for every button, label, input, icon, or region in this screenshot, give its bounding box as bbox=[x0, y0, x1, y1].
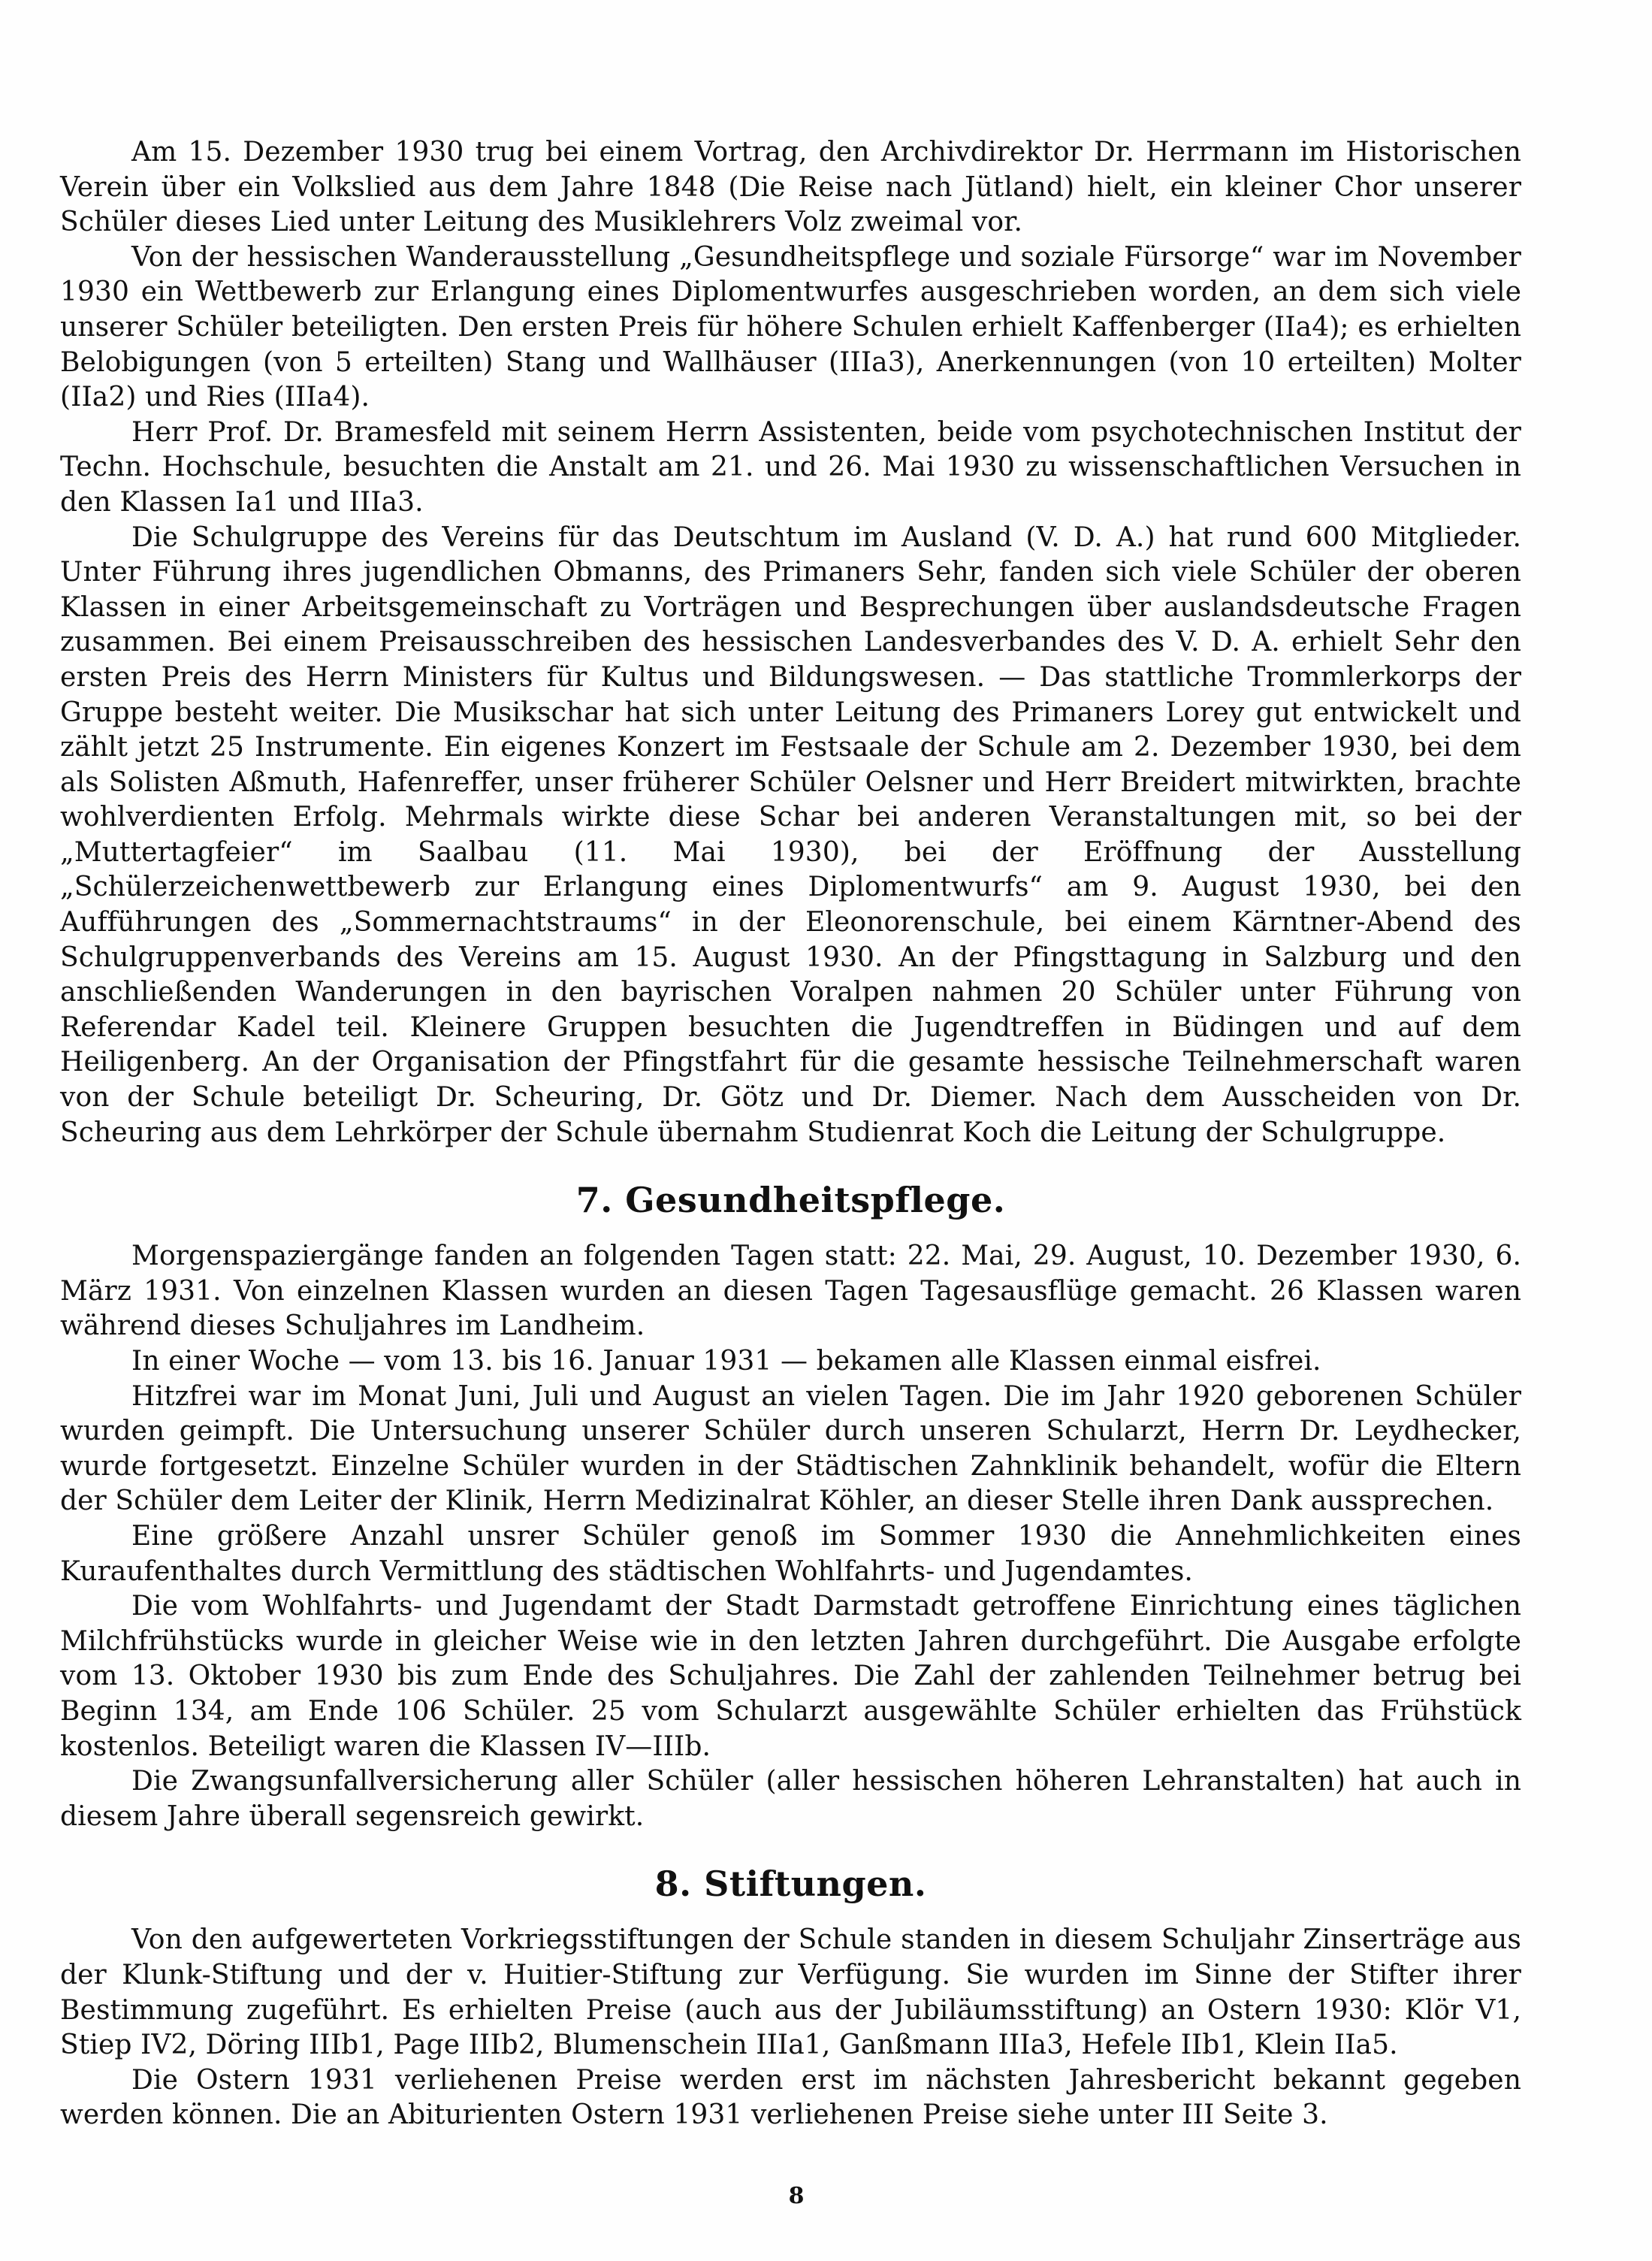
paragraph-heat-holiday-vaccination: Hitzfrei war im Monat Juni, Juli und August an vielen Tagen. Die im Jahr 1920 geborenen Schüler wurden geimpft. Die Untersuchung unserer Schüler durch unseren Schularzt, Herrn Dr. Leydhecker, wurde fortgesetzt. Einzelne Schüler wurden in der Städtischen Zahnklinik behandelt, wofür die Eltern der Schüler dem Leiter der Klinik, Herrn Medizinalrat Köhler, an dieser Stelle ihren Dank aussprechen. bbox=[60, 1380, 1521, 1517]
page-number: 8 bbox=[788, 2183, 805, 2209]
paragraph-milk-breakfast: Die vom Wohlfahrts- und Jugendamt der Stadt Darmstadt getroffene Einrichtung eines täglichen Milchfrühstücks wurde in gleicher Weise wie in den letzten Jahren durchgeführt. Die Ausgabe erfolgte vom 13. Oktober 1930 bis zum Ende des Schuljahres. Die Zahl der zahlenden Teilnehmer betrug bei Beginn 134, am Ende 106 Schüler. 25 vom Schularzt ausgewählte Schüler erhielten das Frühstück kostenlos. Beteiligt waren die Klassen IV—IIIb. bbox=[60, 1591, 1521, 1762]
paragraph-morning-walks: Morgenspaziergänge fanden an folgenden Tagen statt: 22. Mai, 29. August, 10. Dezember 1930, 6. März 1931. Von einzelnen Klassen wurden an diesen Tagen Tagesausflüge gemacht. 26 Klassen waren während dieses Schuljahres im Landheim. bbox=[60, 1241, 1521, 1342]
page-content bbox=[60, 135, 1521, 2133]
paragraph-spa-stay: Eine größere Anzahl unsrer Schüler genoß im Sommer 1930 die Annehmlichkeiten eines Kuraufenthaltes durch Vermittlung des städtischen Wohlfahrts- und Jugendamtes. bbox=[60, 1520, 1521, 1587]
paragraph-ice-holiday: In einer Woche — vom 13. bis 16. Januar 1931 — bekamen alle Klassen einmal eisfrei. bbox=[131, 1346, 1321, 1377]
paragraph-historical-society-choir: Am 15. Dezember 1930 trug bei einem Vortrag, den Archivdirektor Dr. Herrmann im Historischen Verein über ein Volkslied aus dem Jahre 1848 (Die Reise nach Jütland) hielt, ein kleiner Chor unserer Schüler dieses Lied unter Leitung des Musiklehrers Volz zweimal vor. bbox=[60, 137, 1521, 238]
paragraph-diploma-competition: Von der hessischen Wanderausstellung „Gesundheitspflege und soziale Fürsorge“ war im November 1930 ein Wettbewerb zur Erlangung eines Diplomentwurfes ausgeschrieben worden, an dem sich viele unserer Schüler beteiligten. Den ersten Preis für höhere Schulen erhielt Kaffenberger (IIa4); es erhielten Belobigungen (von 5 erteilten) Stang und Wallhäuser (IIIa3), Anerkennungen (von 10 erteilten) Molter (IIa2) und Ries (IIIa4). bbox=[60, 241, 1521, 413]
paragraph-foundation-prizes: Von den aufgewerteten Vorkriegsstiftungen der Schule standen in diesem Schuljahr Zinserträge aus der Klunk-Stiftung und der v. Huitier-Stiftung zur Verfügung. Sie wurden im Sinne der Stifter ihrer Bestimmung zugeführt. Es erhielten Preise (auch aus der Jubiläumsstiftung) an Ostern 1930: Klör V1, Stiep IV2, Döring IIIb1, Page IIIb2, Blumenschein IIIa1, Ganßmann IIIa3, Hefele IIb1, Klein IIa5. bbox=[60, 1924, 1521, 2061]
section-heading-foundations: 8. Stiftungen. bbox=[654, 1864, 927, 1905]
paragraph-accident-insurance: Die Zwangsunfallversicherung aller Schüler (aller hessischen höheren Lehranstalten) hat auch in diesem Jahre überall segensreich gewirkt. bbox=[60, 1766, 1521, 1832]
paragraph-vda-school-group: Die Schulgruppe des Vereins für das Deutschtum im Ausland (V. D. A.) hat rund 600 Mitglieder. Unter Führung ihres jugendlichen Obmanns, des Primaners Sehr, fanden sich viele Schüler der oberen Klassen in einer Arbeitsgemeinschaft zu Vorträgen und Besprechungen über auslandsdeutsche Fragen zusammen. Bei einem Preisausschreiben des hessischen Landesverbandes des V. D. A. erhielt Sehr den ersten Preis des Herrn Ministers für Kultus und Bildungswesen. — Das stattliche Trommlerkorps der Gruppe besteht weiter. Die Musikschar hat sich unter Leitung des Primaners Lorey gut entwickelt und zählt jetzt 25 Instrumente. Ein eigenes Konzert im Festsaale der Schule am 2. Dezember 1930, bei dem als Solisten Aßmuth, Hafenreffer, unser früherer Schüler Oelsner und Herr Breidert mitwirkten, brachte wohlverdienten Erfolg. Mehrmals wirkte diese Schar bei anderen Veranstaltungen mit, so bei der „Muttertagfeier“ im Saalbau (11. Mai 1930), bei der Eröffnung der Ausstellung „Schülerzeichenwettbewerb zur Erlangung eines Diplomentwurfs“ am 9. August 1930, bei den Aufführungen des „Sommernachtstraums“ in der Eleonorenschule, bei einem Kärntner-Abend des Schulgruppenverbands des Vereins am 15. August 1930. An der Pfingsttagung in Salzburg und den anschließenden Wanderungen in den bayrischen Voralpen nahmen 20 Schüler unter Führung von Referendar Kadel teil. Kleinere Gruppen besuchten die Jugendtreffen in Büdingen und auf dem Heiligenberg. An der Organisation der Pfingstfahrt für die gesamte hessische Teilnehmerschaft waren von der Schule beteiligt Dr. Scheuring, Dr. Götz und Dr. Diemer. Nach dem Ausscheiden von Dr. Scheuring aus dem Lehrkörper der Schule übernahm Studienrat Koch die Leitung der Schulgruppe. bbox=[60, 521, 1521, 1148]
section-heading-health-care: 7. Gesundheitspflege. bbox=[575, 1180, 1006, 1221]
paragraph-prizes-announcement: Die Ostern 1931 verliehenen Preise werden erst im nächsten Jahresbericht bekannt gegeben werden können. Die an Abiturienten Ostern 1931 verliehenen Preise siehe unter III Seite 3. bbox=[60, 2064, 1521, 2131]
paragraph-psychotechnical-visit: Herr Prof. Dr. Bramesfeld mit seinem Herrn Assistenten, beide vom psychotechnischen Institut der Techn. Hochschule, besuchten die Anstalt am 21. und 26. Mai 1930 zu wissenschaftlichen Versuchen in den Klassen Ia1 und IIIa3. bbox=[60, 416, 1521, 518]
